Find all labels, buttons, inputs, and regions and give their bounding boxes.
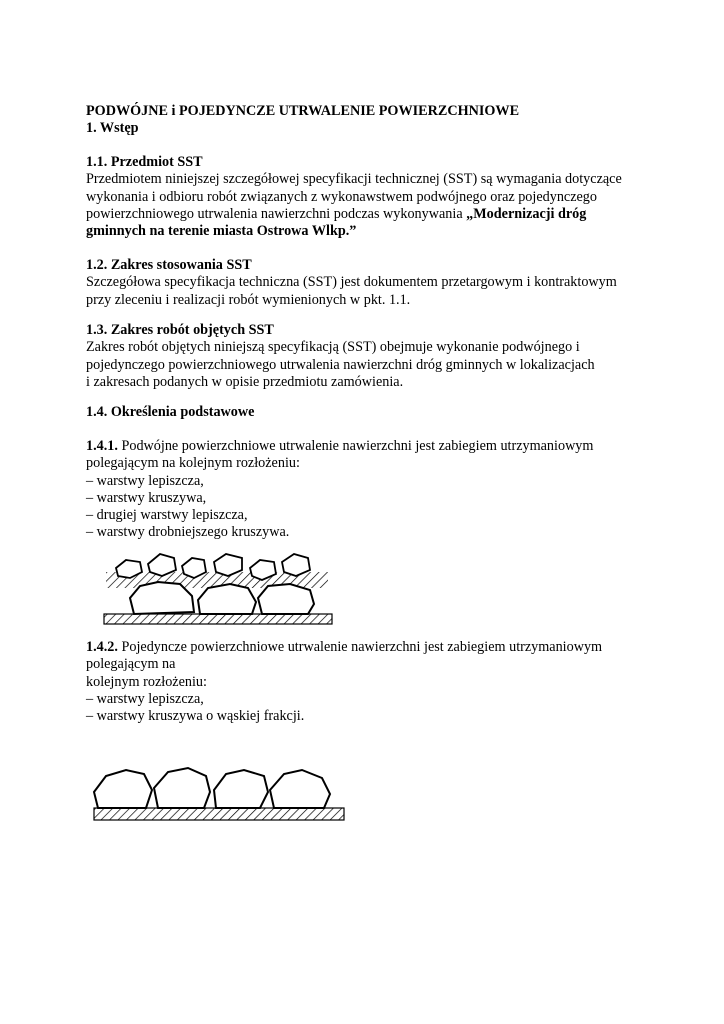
section-1-2-heading: 1.2. Zakres stosowania SST (86, 257, 252, 273)
binder-layer (94, 808, 344, 820)
section-1-4-2-line (86, 639, 646, 656)
section-1-2-line: przy zleceniu i realizacji robót wymienionych w pkt. 1.1. (86, 291, 411, 308)
document-title: PODWÓJNE i POJEDYNCZE UTRWALENIE POWIERZCHNIOWE (86, 103, 520, 119)
list-item: – warstwy drobniejszego kruszywa. (86, 524, 646, 541)
section-1-4-2 (86, 639, 646, 725)
single-dressing-diagram (88, 756, 350, 828)
project-name-bold: „Modernizacji dróg (466, 205, 587, 222)
section-1-1-line: Przedmiotem niniejszej szczegółowej specyfikacji technicznej (SST) są wymagania dotyczące (86, 171, 622, 188)
section-1-4-1-line (86, 438, 646, 455)
section-1-3-line: i zakresach podanych w opisie przedmiotu zamówienia. (86, 373, 404, 390)
aggregate-stone (214, 770, 268, 808)
section-1-4-2-number: 1.4.2. (86, 639, 118, 655)
section-1-1-line (86, 206, 646, 223)
section-1-1 (86, 154, 646, 240)
section-1-1-heading: 1.1. Przedmiot SST (86, 154, 203, 170)
section-1-3 (86, 322, 646, 391)
section-1-4-1-line: polegającym na kolejnym rozłożeniu: (86, 455, 300, 472)
project-name-bold-cont: gminnych na terenie miasta Ostrowa Wlkp.” (86, 223, 357, 240)
small-aggregate (282, 554, 310, 576)
small-aggregate (148, 554, 176, 576)
list-item: – warstwy kruszywa, (86, 490, 646, 507)
section-1-4-2-text: Pojedyncze powierzchniowe utrwalenie nawierzchni jest zabiegiem utrzymaniowym (117, 639, 603, 655)
aggregate-stone (94, 770, 152, 808)
large-aggregate (198, 584, 256, 614)
section-1-3-line: pojedynczego powierzchniowego utrwalenia nawierzchni dróg gminnych w lokalizacjach (86, 356, 595, 373)
section-1-4-heading: 1.4. Określenia podstawowe (86, 404, 255, 420)
section-1-1-line: wykonania i odbioru robót związanych z wykonawstwem podwójnego oraz pojedynczego (86, 188, 597, 205)
small-aggregate (214, 554, 242, 576)
aggregate-stone (270, 770, 330, 808)
list-item: – drugiej warstwy lepiszcza, (86, 507, 646, 524)
section-1-3-heading: 1.3. Zakres robót objętych SST (86, 322, 274, 338)
binder-layer (104, 614, 332, 624)
list-item: – warstwy lepiszcza, (86, 473, 646, 490)
section-1-2-line: Szczegółowa specyfikacja techniczna (SST) jest dokumentem przetargowym i kontraktowym (86, 274, 617, 291)
list-item: – warstwy lepiszcza, (86, 691, 646, 708)
section-1-4-1-text: Podwójne powierzchniowe utrwalenie nawierzchni jest zabiegiem utrzymaniowym (117, 438, 594, 454)
large-aggregate (258, 584, 314, 614)
section-1-1-text: powierzchniowego utrwalenia nawierzchni podczas wykonywania (86, 205, 467, 222)
aggregate-stone (154, 768, 210, 808)
list-item: – warstwy kruszywa o wąskiej frakcji. (86, 708, 646, 725)
section-heading-1: 1. Wstęp (86, 120, 139, 136)
section-1-4-2-line: kolejnym rozłożeniu: (86, 673, 207, 690)
section-1-2 (86, 257, 646, 309)
section-1-4-1-number: 1.4.1. (86, 438, 118, 454)
section-1-4-2-line: polegającym na (86, 656, 176, 673)
section-1-3-line: Zakres robót objętych niniejszą specyfikacją (SST) obejmuje wykonanie podwójnego i (86, 339, 580, 356)
double-dressing-diagram (96, 540, 341, 632)
section-1-4-1 (86, 438, 646, 542)
